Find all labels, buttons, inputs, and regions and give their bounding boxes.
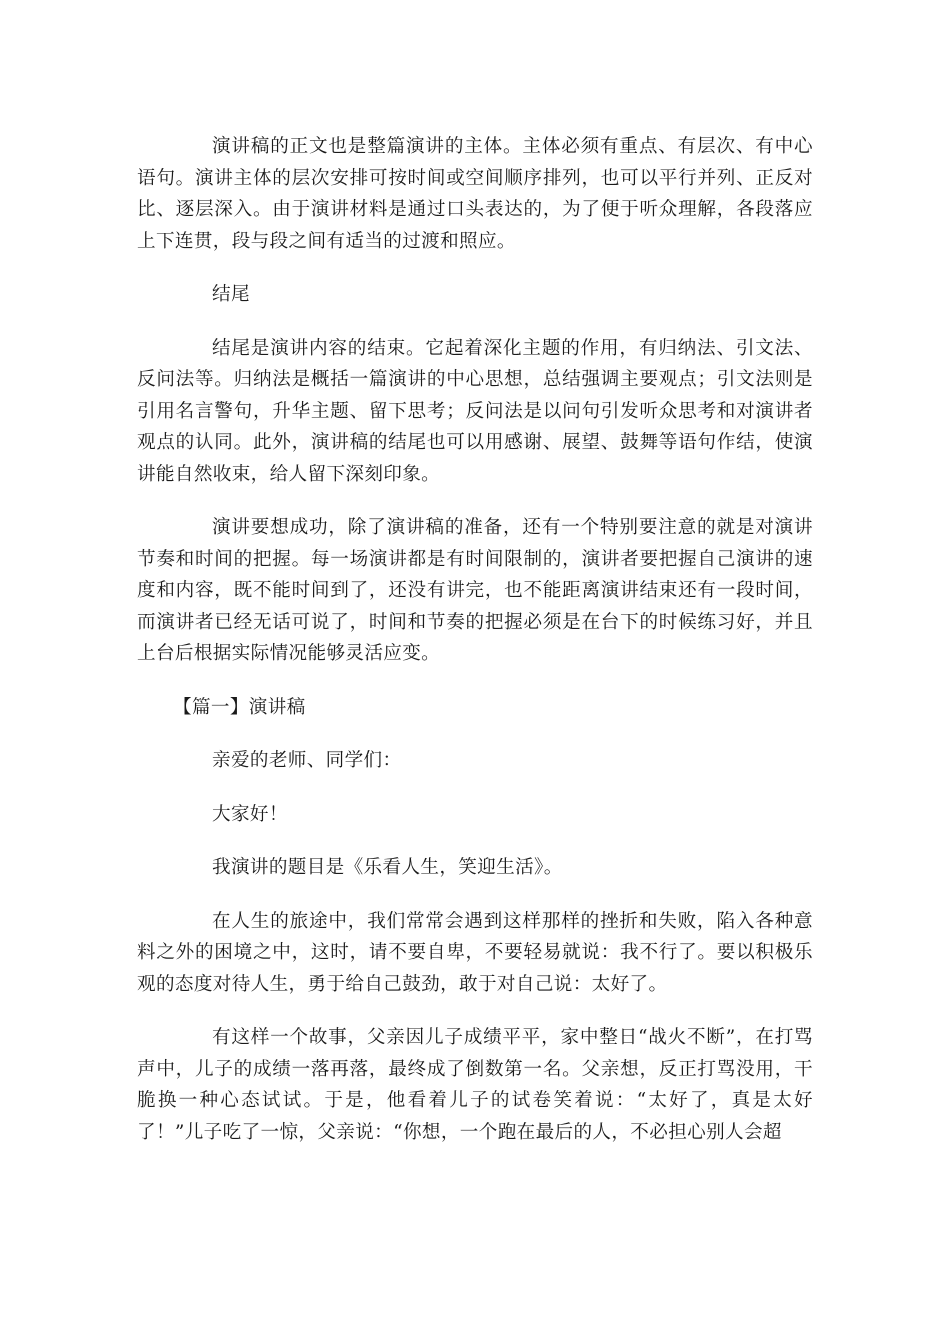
heading-ending: 结尾 <box>212 284 250 305</box>
paragraph-ending-methods: 结尾是演讲内容的结束。它起着深化主题的作用，有归纳法、引文法、反问法等。归纳法是概括一篇演讲的中心思想，总结强调主要观点；引文法则是引用名言警句，升华主题、留下思考；反问法是以问句引发听众思考和对演讲者观点的认同。此外，演讲稿的结尾也可以用感谢、展望、鼓舞等语句作结，使演讲能自然收束，给人留下深刻印象。 <box>137 337 813 485</box>
paragraph-story: 有这样一个故事，父亲因儿子成绩平平，家中整日“战火不断”，在打骂声中，儿子的成绩一落再落，最终成了倒数第一名。父亲想，反正打骂没用，干脆换一种心态试试。于是，他看着儿子的试卷笑着说：“太好了，真是太好了！”儿子吃了一惊，父亲说：“你想，一个跑在最后的人，不必担心别人会超 <box>137 1027 813 1143</box>
paragraph-rhythm-time: 演讲要想成功，除了演讲稿的准备，还有一个特别要注意的就是对演讲节奏和时间的把握。每一场演讲都是有时间限制的，演讲者要把握自己演讲的速度和内容，既不能时间到了，还没有讲完，也不能距离演讲结束还有一段时间，而演讲者已经无话可说了，时间和节奏的把握必须是在台下的时候练习好，并且上台后根据实际情况能够灵活应变。 <box>137 517 813 664</box>
section-title: 【篇一】演讲稿 <box>173 696 306 718</box>
greeting-line: 亲爱的老师、同学们： <box>212 750 402 771</box>
topic-line: 我演讲的题目是《乐看人生，笑迎生活》。 <box>212 857 563 878</box>
paragraph-body-structure: 演讲稿的正文也是整篇演讲的主体。主体必须有重点、有层次、有中心语句。演讲主体的层次安排可按时间或空间顺序排列，也可以平行并列、正反对比、逐层深入。由于演讲材料是通过口头表达的，为了便于听众理解，各段落应上下连贯，段与段之间有适当的过渡和照应。 <box>137 136 813 252</box>
paragraph-life-journey: 在人生的旅途中，我们常常会遇到这样那样的挫折和失败，陷入各种意料之外的困境之中，这时，请不要自卑，不要轻易就说：我不行了。要以积极乐观的态度对待人生，勇于给自己鼓劲，敢于对自己说：太好了。 <box>137 910 813 995</box>
document-body <box>137 131 813 1170</box>
hello-line: 大家好！ <box>212 803 288 825</box>
